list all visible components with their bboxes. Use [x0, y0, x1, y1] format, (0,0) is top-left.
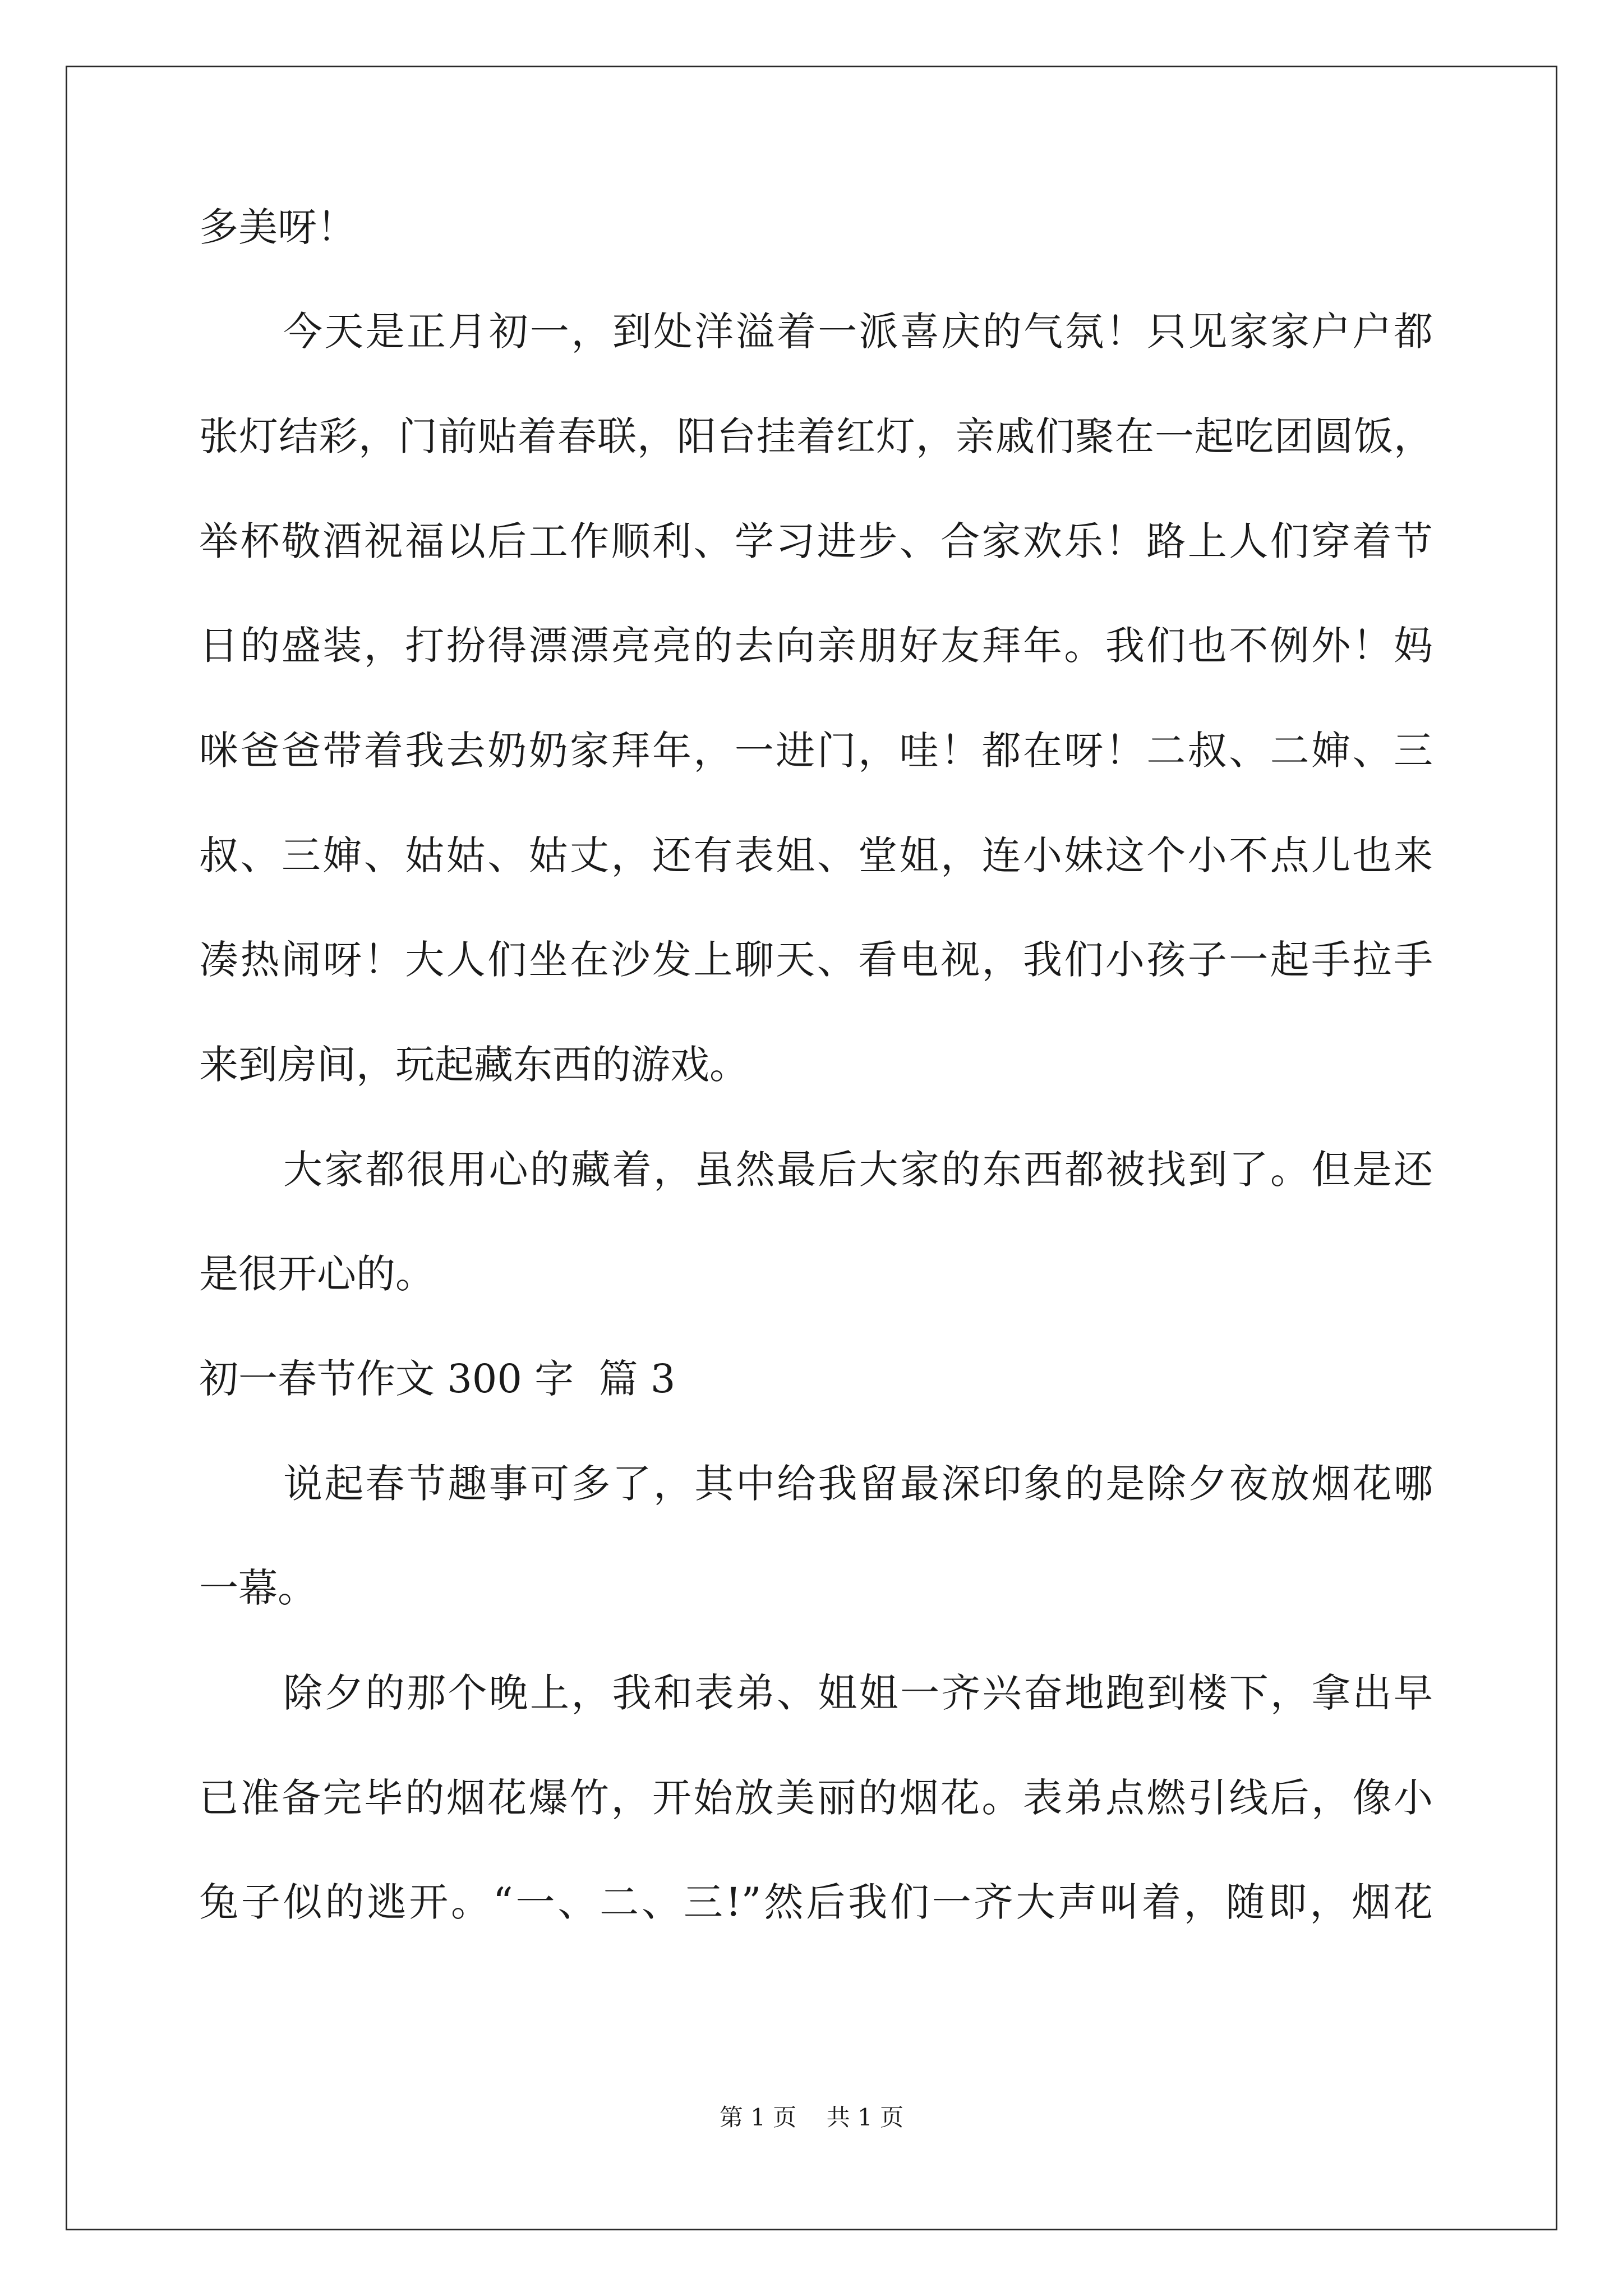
text-line: 凑热闹呀！大人们坐在沙发上聊天、看电视，我们小孩子一起手拉手	[199, 937, 1433, 983]
text-line: 已准备完毕的烟花爆竹，开始放美丽的烟花。表弟点燃引线后，像小	[199, 1775, 1433, 1821]
paragraph-first-line: 今天是正月初一，到处洋溢着一派喜庆的气氛！只见家家户户都	[283, 309, 1433, 355]
section-heading: 初一春节作文 300 字 篇 3	[199, 1356, 676, 1402]
paragraph-first-line: 大家都很用心的藏着，虽然最后大家的东西都被找到了。但是还	[283, 1147, 1433, 1193]
paragraph-first-line: 除夕的那个晚上，我和表弟、姐姐一齐兴奋地跑到楼下，拿出早	[283, 1670, 1433, 1716]
text-line: 来到房间，玩起藏东西的游戏。	[199, 1042, 749, 1088]
text-line: 兔子似的逃开。“一、二、三!”然后我们一齐大声叫着，随即，烟花	[199, 1879, 1433, 1925]
text-line: 是很开心的。	[199, 1251, 435, 1297]
text-line: 举杯敬酒祝福以后工作顺利、学习进步、合家欢乐！路上人们穿着节	[199, 518, 1433, 564]
text-line: 叔、三婶、姑姑、姑丈，还有表姐、堂姐，连小妹这个小不点儿也来	[199, 832, 1433, 878]
text-line: 日的盛装，打扮得漂漂亮亮的去向亲朋好友拜年。我们也不例外！妈	[199, 623, 1433, 669]
text-line: 咪爸爸带着我去奶奶家拜年，一进门，哇！都在呀！二叔、二婶、三	[199, 728, 1433, 774]
paragraph-first-line: 说起春节趣事可多了，其中给我留最深印象的是除夕夜放烟花哪	[283, 1461, 1433, 1507]
text-line: 张灯结彩，门前贴着春联，阳台挂着红灯，亲戚们聚在一起吃团圆饭，	[199, 413, 1433, 459]
page-footer: 第 1 页 共 1 页	[719, 2104, 904, 2131]
text-line: 一幕。	[199, 1565, 317, 1611]
text-line: 多美呀！	[199, 204, 356, 250]
